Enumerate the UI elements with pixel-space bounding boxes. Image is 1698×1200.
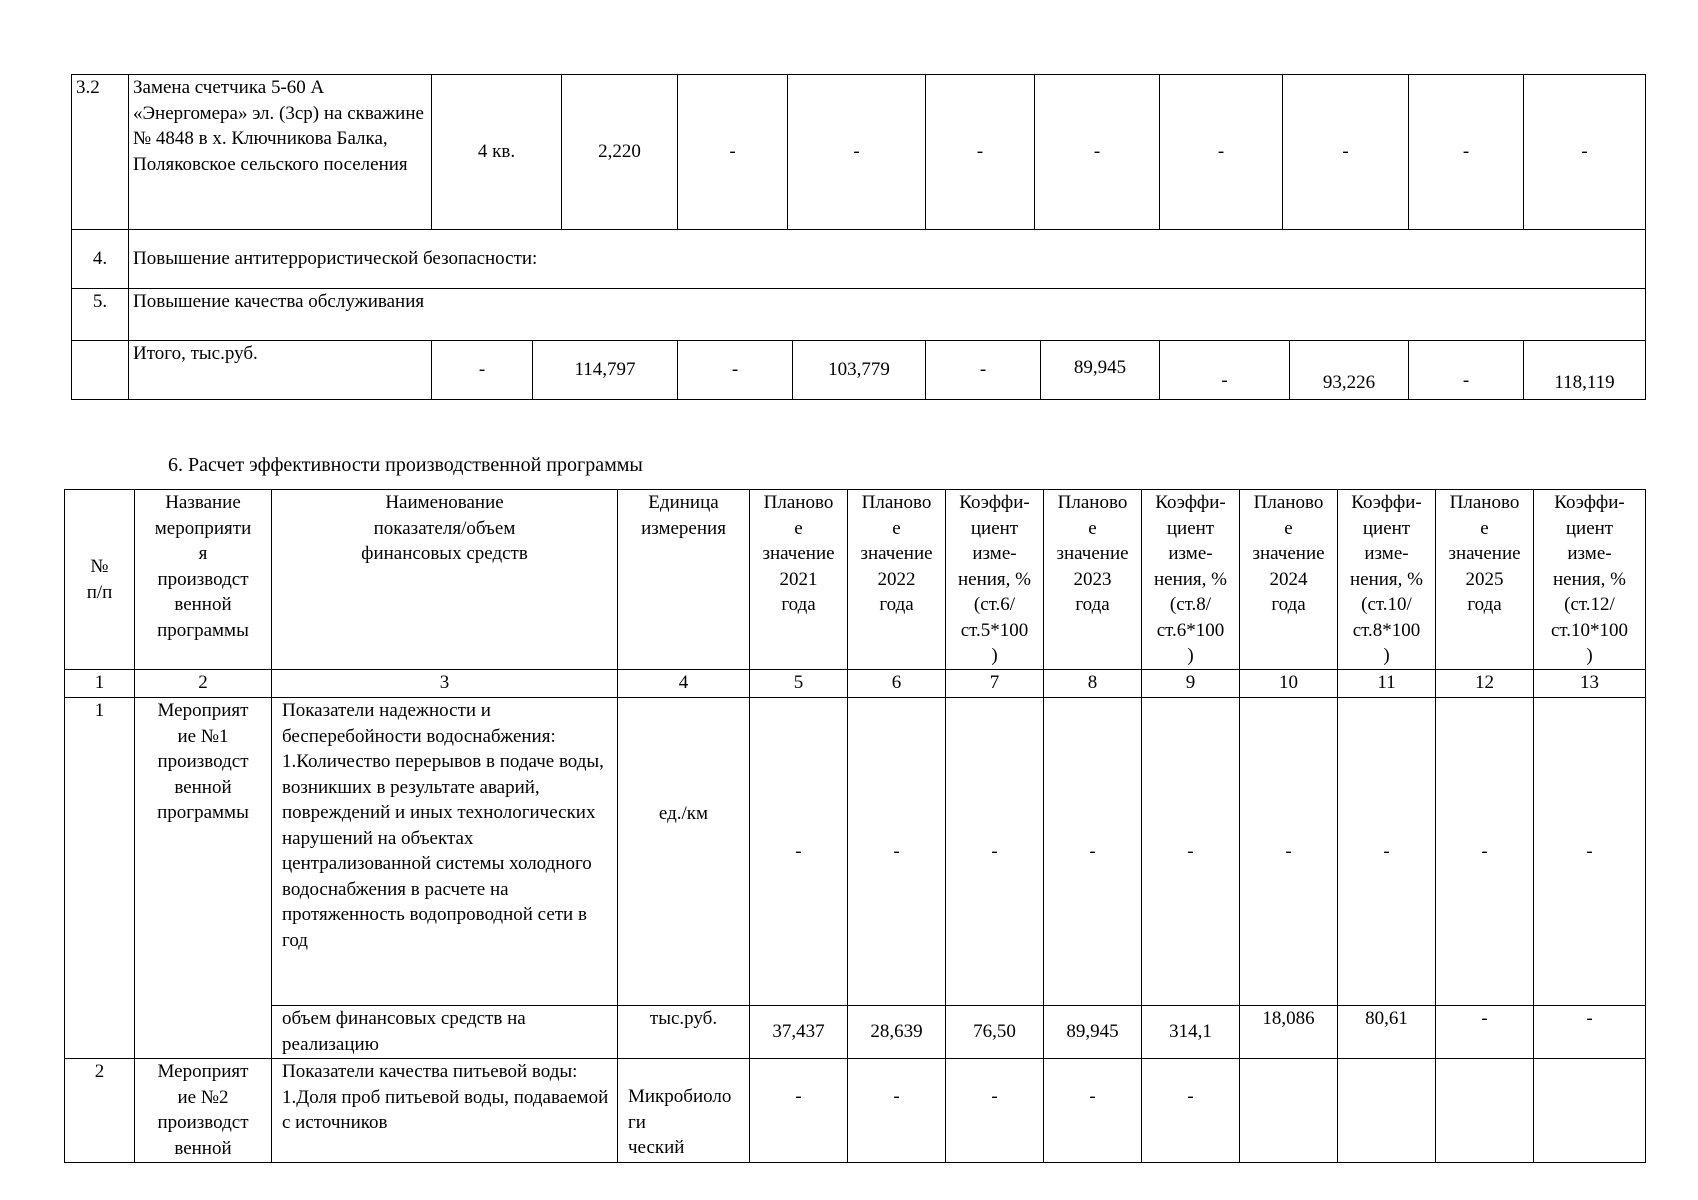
- column-number: 1: [65, 670, 135, 698]
- column-number: 13: [1534, 670, 1646, 698]
- total-value: -: [926, 341, 1041, 399]
- table-row: [72, 230, 1646, 289]
- value-cell: -: [1283, 75, 1409, 230]
- value-cell: [1436, 1059, 1534, 1163]
- column-header: Планово е значение 2023 года: [1044, 490, 1142, 670]
- total-cell-pair: [926, 341, 1160, 400]
- row-number: 5.: [72, 289, 129, 341]
- program-table: [71, 74, 1646, 400]
- indicator-name: объем финансовых средств на реализацию: [272, 1006, 618, 1059]
- column-header: Единица измерения: [618, 490, 750, 670]
- total-value: 118,119: [1554, 371, 1615, 393]
- total-row: [72, 341, 1646, 400]
- column-number: 9: [1142, 670, 1240, 698]
- column-number: 12: [1436, 670, 1534, 698]
- unit: тыс.руб.: [618, 1006, 750, 1059]
- total-value: 103,779: [828, 359, 890, 381]
- value-cell: -: [678, 75, 788, 230]
- table-row: [65, 1059, 1646, 1163]
- value-cell: -: [1338, 698, 1436, 1006]
- value-cell: -: [926, 75, 1035, 230]
- column-header: Коэффи- циент изме- нения, % (ст.12/ ст.10*100 ): [1534, 490, 1646, 670]
- value-cell: -: [1044, 698, 1142, 1006]
- value-cell: [1240, 1059, 1338, 1163]
- value-cell: 314,1: [1142, 1006, 1240, 1059]
- column-number: 7: [946, 670, 1044, 698]
- event-name: Замена счетчика 5-60 А «Энергомера» эл. (3ср) на скважине № 4848 в х. Ключникова Балка, Поляковское сельского поселения: [129, 75, 432, 230]
- column-header: Коэффи- циент изме- нения, % (ст.8/ ст.6*100 ): [1142, 490, 1240, 670]
- total-value: 89,945: [1073, 357, 1127, 378]
- total-value: -: [1160, 341, 1290, 399]
- value-cell: -: [946, 698, 1044, 1006]
- unit: Микробиоло ги ческий: [618, 1059, 750, 1163]
- value-cell: -: [946, 1059, 1044, 1163]
- total-value: 114,797: [574, 359, 636, 381]
- table-row: [72, 289, 1646, 341]
- value-cell: 37,437: [750, 1006, 848, 1059]
- row-number: 4.: [72, 230, 129, 289]
- value-cell: -: [1240, 698, 1338, 1006]
- value-cell: -: [1160, 75, 1283, 230]
- event-name: Мероприят ие №1 производст венной программы: [135, 698, 272, 1059]
- row-number: 2: [65, 1059, 135, 1163]
- value-cell: -: [1534, 1006, 1646, 1059]
- column-number: 5: [750, 670, 848, 698]
- column-number-row: [65, 670, 1646, 698]
- column-number: 6: [848, 670, 946, 698]
- value-cell: 28,639: [848, 1006, 946, 1059]
- value-cell: -: [1534, 698, 1646, 1006]
- column-header: Наименование показателя/объем финансовых средств: [272, 490, 618, 670]
- value-cell: -: [1142, 698, 1240, 1006]
- value-cell: [1338, 1059, 1436, 1163]
- column-header: Название мероприяти я производст венной программы: [135, 490, 272, 670]
- value-cell: -: [750, 698, 848, 1006]
- value-cell: -: [1409, 75, 1524, 230]
- amount: 2,220: [562, 75, 678, 230]
- column-number: 2: [135, 670, 272, 698]
- value-cell: -: [848, 698, 946, 1006]
- column-number: 4: [618, 670, 750, 698]
- header-row: [65, 490, 1646, 670]
- row-number: 3.2: [72, 75, 129, 230]
- value-cell: -: [848, 1059, 946, 1163]
- indicator-name: Показатели качества питьевой воды: 1.Доля проб питьевой воды, подаваемой с источников: [272, 1059, 618, 1163]
- total-value: -: [678, 341, 793, 399]
- value-cell: 18,086: [1240, 1006, 1338, 1059]
- column-header: Планово е значение 2025 года: [1436, 490, 1534, 670]
- column-number: 8: [1044, 670, 1142, 698]
- column-number: 10: [1240, 670, 1338, 698]
- total-label: Итого, тыс.руб.: [129, 341, 432, 400]
- column-header: № п/п: [65, 490, 135, 670]
- event-name: Мероприят ие №2 производст венной: [135, 1059, 272, 1163]
- value-cell: -: [750, 1059, 848, 1163]
- table-row: [65, 698, 1646, 1006]
- value-cell: 76,50: [946, 1006, 1044, 1059]
- total-value: -: [432, 341, 533, 399]
- total-cell-pair: [678, 341, 926, 400]
- value-cell: -: [1436, 698, 1534, 1006]
- value-cell: -: [1524, 75, 1646, 230]
- indicator-name: Показатели надежности и бесперебойности водоснабжения: 1.Количество перерывов в подаче воды, возникших в результате аварий, повреждений и иных технологических нарушений на объектах централизованной системы холодного водоснабжения в расчете на протяженность водопроводной сети в год: [272, 698, 618, 1006]
- row-number: [72, 341, 129, 400]
- period: 4 кв.: [432, 75, 562, 230]
- total-cell-pair: [1160, 341, 1409, 400]
- column-header: Планово е значение 2021 года: [750, 490, 848, 670]
- total-cell-pair: [432, 341, 678, 400]
- table-row: [72, 75, 1646, 230]
- value-cell: -: [1436, 1006, 1534, 1059]
- unit: ед./км: [618, 698, 750, 1006]
- column-number: 3: [272, 670, 618, 698]
- column-number: 11: [1338, 670, 1436, 698]
- column-header: Планово е значение 2022 года: [848, 490, 946, 670]
- column-header: Коэффи- циент изме- нения, % (ст.6/ ст.5*100 ): [946, 490, 1044, 670]
- section-title: 6. Расчет эффективности производственной программы: [168, 454, 643, 476]
- value-cell: 80,61: [1338, 1006, 1436, 1059]
- column-header: Планово е значение 2024 года: [1240, 490, 1338, 670]
- total-value: 93,226: [1322, 371, 1376, 393]
- section-heading: Повышение качества обслуживания: [129, 289, 1646, 341]
- value-cell: -: [1142, 1059, 1240, 1163]
- value-cell: [1534, 1059, 1646, 1163]
- section-heading: Повышение антитеррористической безопасности:: [129, 230, 1646, 289]
- value-cell: 89,945: [1044, 1006, 1142, 1059]
- column-header: Коэффи- циент изме- нения, % (ст.10/ ст.8*100 ): [1338, 490, 1436, 670]
- total-cell-pair: [1409, 341, 1646, 400]
- row-number: 1: [65, 698, 135, 1059]
- value-cell: -: [1035, 75, 1160, 230]
- value-cell: -: [1044, 1059, 1142, 1163]
- value-cell: -: [788, 75, 926, 230]
- table-row: [65, 1006, 1646, 1059]
- total-value: -: [1409, 341, 1524, 399]
- efficiency-table: [64, 489, 1646, 1163]
